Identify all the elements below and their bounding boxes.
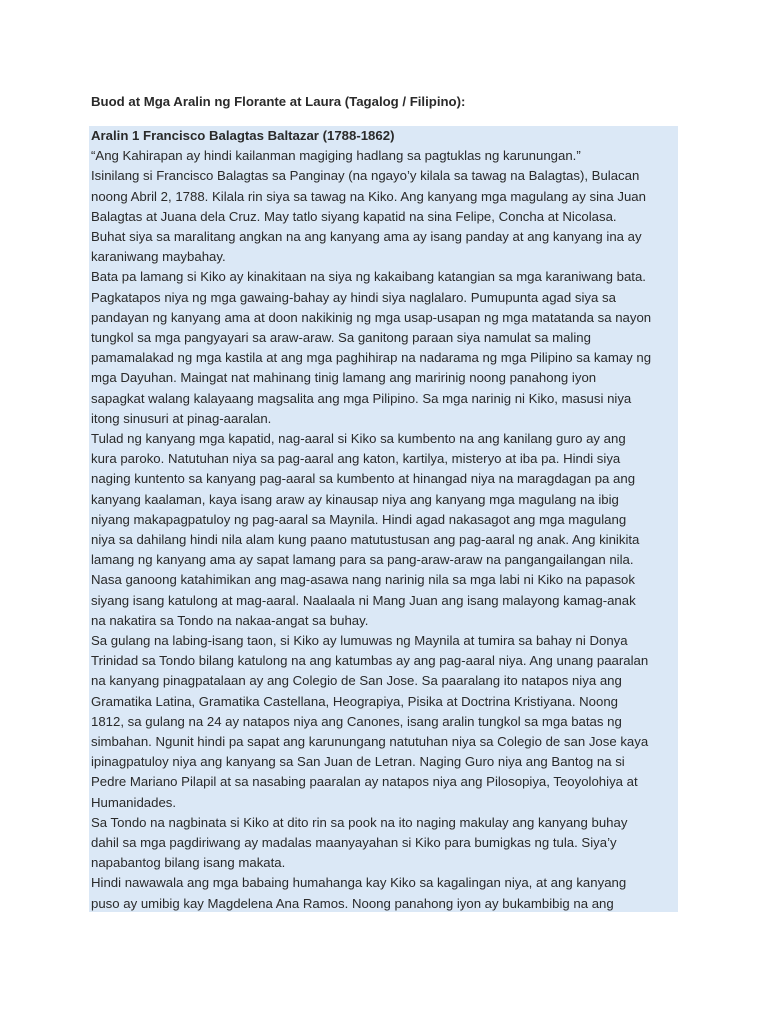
body-text-line: sapagkat walang kalayaang magsalita ang mga Pilipino. Sa mga narinig ni Kiko, masusi niya: [91, 390, 632, 406]
body-text-line: itong sinusuri at pinag-aaralan.: [91, 410, 272, 426]
body-text-line: Tulad ng kanyang mga kapatid, nag-aaral si Kiko sa kumbento na ang kanilang guro ay ang: [91, 431, 626, 446]
body-text-line: Pedre Mariano Pilapil at sa nasabing paaralan ay natapos niya ang Pilosopiya, Teoyolohiya at: [91, 774, 638, 790]
body-text-line: puso ay umibig kay Magdelena Ana Ramos. Noong panahong iyon ay bukambibig na ang: [91, 895, 614, 911]
body-text-line: na kanyang pinagpatalaan ay ang Colegio de San Jose. Sa paaralang ito natapos niya ang: [91, 673, 622, 689]
body-text-line: simbahan. Ngunit hindi pa sapat ang karunungang natutuhan niya sa Colegio de san Jose kaya: [91, 734, 649, 749]
body-text-line: Nasa ganoong katahimikan ang mag-asawa nang narinig nila sa mga labi ni Kiko na papasok: [91, 572, 635, 588]
body-text-line: napabantog bilang isang makata.: [91, 855, 286, 871]
body-text-line: kanyang kaalaman, kaya isang araw ay kinausap niya ang kanyang mga magulang na ibig: [91, 491, 619, 507]
body-text-line: Buhat siya sa maralitang angkan na ang kanyang ama ay isang panday at ang kanyang ina ay: [91, 229, 642, 244]
body-text-line: lamang ng kanyang ama ay sapat lamang para sa pang-araw-araw na pangangailangan nila.: [91, 552, 634, 568]
body-text-line: ipinagpatuloy niya ang kanyang sa San Juan de Letran. Naging Guro niya ang Bantog na si: [91, 754, 625, 770]
body-text-line: mga Dayuhan. Maingat nat mahinang tinig lamang ang maririnig noong panahong iyon: [91, 370, 597, 386]
body-text-line: naging kuntento sa kanyang pag-aaral sa kumbento at hinangad niya na maragdagan pa ang: [91, 471, 636, 487]
body-text-line: na nakatira sa Tondo na nakaa-angat sa buhay.: [91, 612, 369, 628]
body-text-line: pandayan ng kanyang ama at doon nakikinig ng mga usap-usapan ng mga matatanda sa nayon: [91, 309, 652, 325]
body-text-line: Humanidades.: [91, 794, 177, 810]
body-text-line: noong Abril 2, 1788. Kilala rin siya sa tawag na Kiko. Ang kanyang mga magulang ay sina Juan: [91, 188, 646, 204]
body-text-line: Sa Tondo na nagbinata si Kiko at dito rin sa pook na ito naging makulay ang kanyang buhay: [91, 814, 628, 830]
body-text-line: niyang makapagpatuloy ng pag-aaral sa Maynila. Hindi agad nakasagot ang mga magulang: [91, 511, 627, 527]
body-text-line: siyang isang katulong at mag-aaral. Naalaala ni Mang Juan ang isang malayong kamag-anak: [91, 592, 636, 608]
document-title: Buod at Mga Aralin ng Florante at Laura (Tagalog / Filipino):: [91, 94, 466, 109]
body-text-line: Bata pa lamang si Kiko ay kinakitaan na siya ng kakaibang katangian sa mga karaniwang bata.: [91, 269, 646, 285]
body-text-line: dahil sa mga pagdiriwang ay madalas maanyayahan si Kiko para bumigkas ng tula. Siya’y: [91, 835, 617, 850]
section-heading: Aralin 1 Francisco Balagtas Baltazar (1788-1862): [91, 128, 395, 143]
body-text-line: Gramatika Latina, Gramatika Castellana, Heograpiya, Pisika at Doctrina Kristiyana. Noong: [91, 693, 619, 709]
body-text-line: kura paroko. Natutuhan niya sa pag-aaral ang katon, kartilya, misteryo at iba pa. Hindi siya: [91, 451, 621, 467]
body-text-line: Hindi nawawala ang mga babaing humahanga kay Kiko sa kagalingan niya, at ang kanyang: [91, 875, 627, 891]
body-text-line: “Ang Kahirapan ay hindi kailanman magiging hadlang sa pagtuklas ng karunungan.”: [91, 148, 581, 164]
body-text-line: Isinilang si Francisco Balagtas sa Panginay (na ngayo’y kilala sa tawag na Balagtas), Bulacan: [91, 168, 640, 184]
body-text-line: Balagtas at Juana dela Cruz. May tatlo siyang kapatid na sina Felipe, Concha at Nicolasa.: [91, 208, 617, 224]
body-text-line: pamamalakad ng mga kastila at ang mga paghihirap na nadarama ng mga Pilipino sa kamay ng: [91, 350, 652, 366]
body-text-line: Sa gulang na labing-isang taon, si Kiko ay lumuwas ng Maynila at tumira sa bahay ni Donya: [91, 633, 628, 648]
body-text-line: niya sa dahilang hindi nila alam kung paano matutustusan ang pag-aaral ng anak. Ang kinikita: [91, 532, 640, 547]
body-text-line: tungkol sa mga pangyayari sa araw-araw. Sa ganitong paraan siya namulat sa maling: [91, 330, 591, 345]
body-text-line: karaniwang maybahay.: [91, 249, 226, 265]
body-text-line: 1812, sa gulang na 24 ay natapos niya ang Canones, isang aralin tungkol sa mga batas ng: [91, 713, 622, 729]
body-text-line: Pagkatapos niya ng mga gawaing-bahay ay hindi siya naglalaro. Pumupunta agad siya sa: [91, 289, 616, 305]
body-text-line: Trinidad sa Tondo bilang katulong na ang katumbas ay ang pag-aaral niya. Ang unang paaralan: [91, 653, 649, 669]
highlighted-text-block: [89, 126, 678, 912]
